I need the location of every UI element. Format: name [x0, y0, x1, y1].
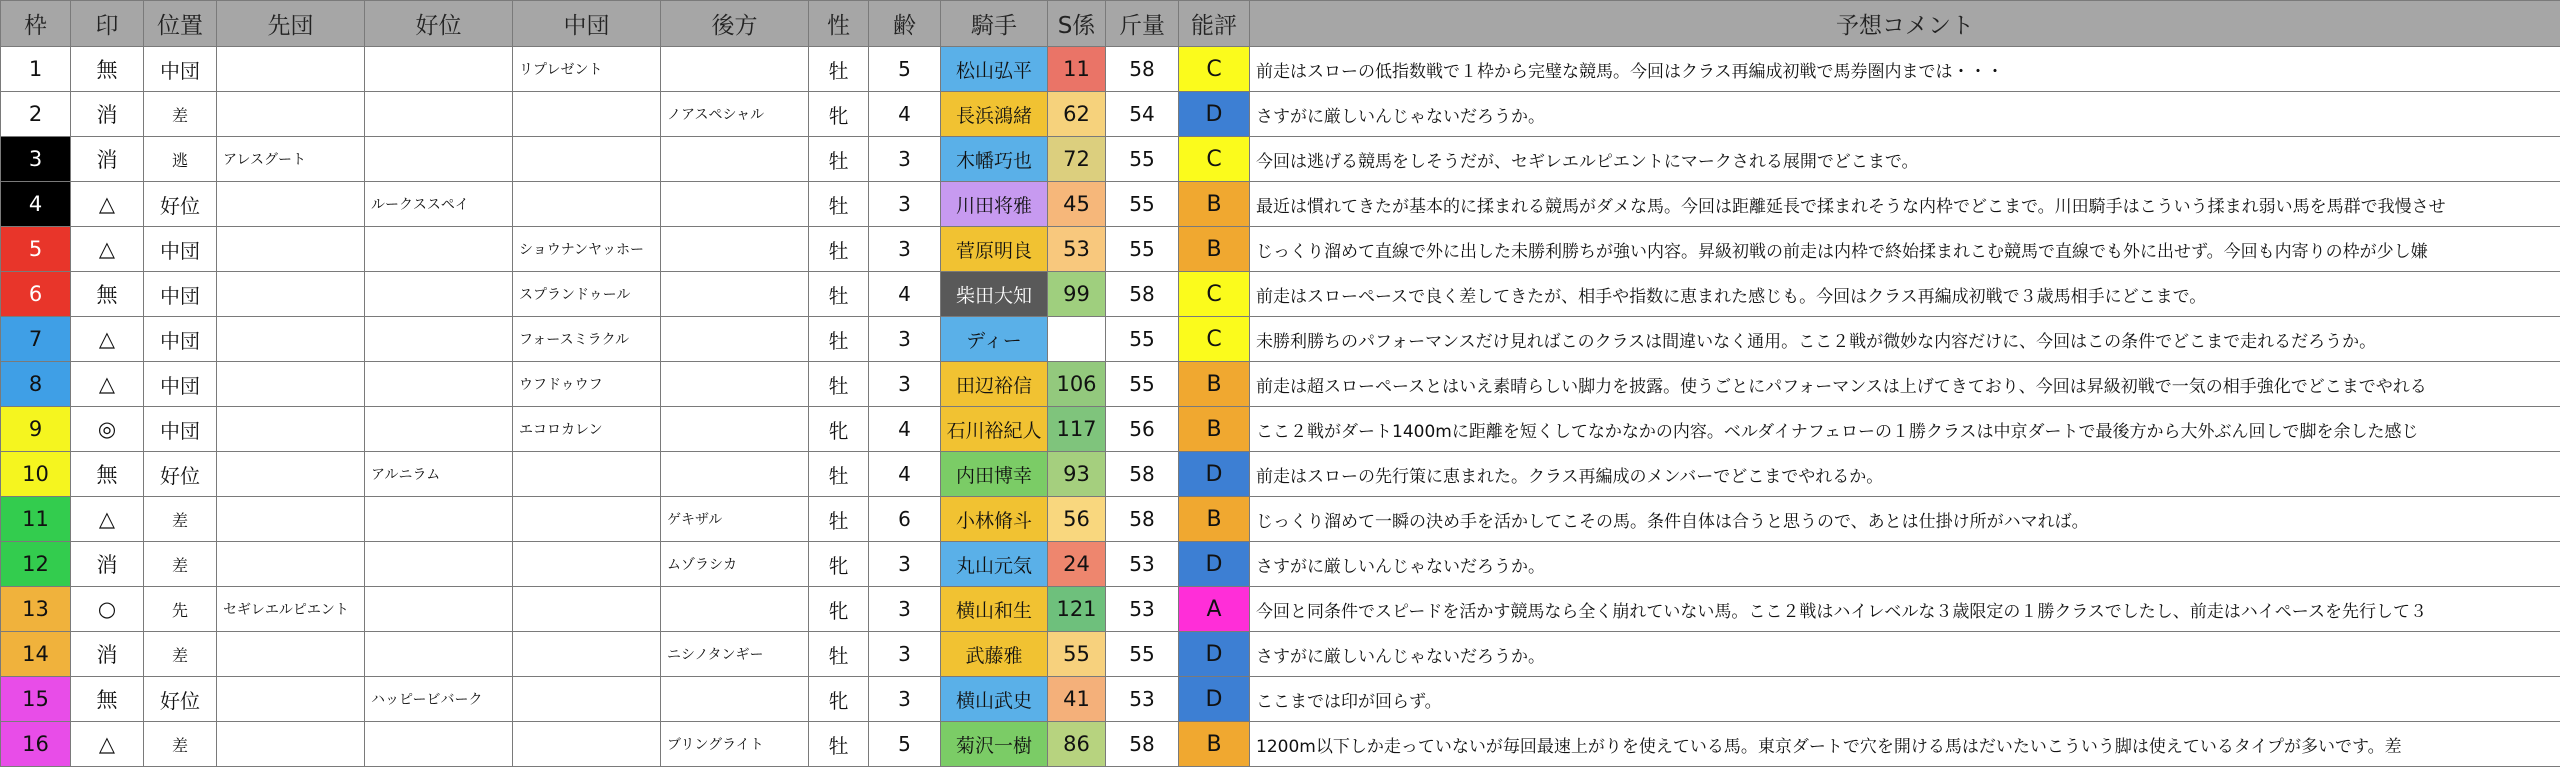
- comment-cell: じっくり溜めて直線で外に出した未勝利勝ちが強い内容。昇級初戦の前走は内枠で終始揉まれこむ競馬で直線でも外に出せず。今回も内寄りの枠が少し嫌: [1250, 227, 2560, 272]
- chudan-cell: [513, 677, 661, 722]
- koho-cell: [661, 272, 809, 317]
- age-cell: 4: [869, 92, 941, 137]
- koho-cell: [661, 587, 809, 632]
- col-header-rating: 能評: [1179, 1, 1250, 47]
- koui-cell: ハッピービバーク: [365, 677, 513, 722]
- chudan-cell: フォースミラクル: [513, 317, 661, 362]
- rating-cell: D: [1179, 542, 1250, 587]
- jockey-cell: 木幡巧也: [941, 137, 1048, 182]
- koho-cell: ゲキザル: [661, 497, 809, 542]
- weight-cell: 56: [1106, 407, 1179, 452]
- col-header-sex: 性: [809, 1, 869, 47]
- sex-cell: 牝: [809, 677, 869, 722]
- position-cell: 中団: [144, 362, 217, 407]
- col-header-waku: 枠: [1, 1, 71, 47]
- sendan-cell: [217, 317, 365, 362]
- position-cell: 好位: [144, 452, 217, 497]
- chudan-cell: [513, 452, 661, 497]
- s-score-cell: 86: [1048, 722, 1106, 767]
- age-cell: 3: [869, 542, 941, 587]
- s-score-cell: 24: [1048, 542, 1106, 587]
- sex-cell: 牡: [809, 362, 869, 407]
- rating-cell: D: [1179, 677, 1250, 722]
- sex-cell: 牡: [809, 722, 869, 767]
- comment-cell: 前走はスローペースで良く差してきたが、相手や指数に恵まれた感じも。今回はクラス再編成初戦で３歳馬相手にどこまで。: [1250, 272, 2560, 317]
- koui-cell: [365, 407, 513, 452]
- koui-cell: [365, 587, 513, 632]
- sendan-cell: [217, 47, 365, 92]
- age-cell: 4: [869, 407, 941, 452]
- sendan-cell: セギレエルピエント: [217, 587, 365, 632]
- mark-cell: △: [71, 722, 144, 767]
- age-cell: 3: [869, 362, 941, 407]
- koui-cell: [365, 92, 513, 137]
- position-cell: 好位: [144, 182, 217, 227]
- table-row: [1, 317, 2560, 362]
- sendan-cell: アレスグート: [217, 137, 365, 182]
- jockey-cell: 丸山元気: [941, 542, 1048, 587]
- chudan-cell: ウフドゥウフ: [513, 362, 661, 407]
- sendan-cell: [217, 407, 365, 452]
- col-header-koui: 好位: [365, 1, 513, 47]
- sex-cell: 牡: [809, 182, 869, 227]
- mark-cell: 消: [71, 92, 144, 137]
- jockey-cell: 長浜鴻緒: [941, 92, 1048, 137]
- table-row: [1, 452, 2560, 497]
- koho-cell: [661, 677, 809, 722]
- koho-cell: ノアスペシャル: [661, 92, 809, 137]
- jockey-cell: 小林脩斗: [941, 497, 1048, 542]
- comment-cell: ここまでは印が回らず。: [1250, 677, 2560, 722]
- chudan-cell: エコロカレン: [513, 407, 661, 452]
- koho-cell: [661, 317, 809, 362]
- s-score-cell: 45: [1048, 182, 1106, 227]
- rating-cell: B: [1179, 182, 1250, 227]
- rating-cell: B: [1179, 407, 1250, 452]
- mark-cell: △: [71, 362, 144, 407]
- chudan-cell: [513, 632, 661, 677]
- sex-cell: 牡: [809, 497, 869, 542]
- sex-cell: 牝: [809, 407, 869, 452]
- waku-cell: 7: [1, 317, 71, 362]
- col-header-chudan: 中団: [513, 1, 661, 47]
- sendan-cell: [217, 92, 365, 137]
- weight-cell: 55: [1106, 182, 1179, 227]
- table-body: [1, 47, 2560, 767]
- weight-cell: 54: [1106, 92, 1179, 137]
- table-row: [1, 92, 2560, 137]
- age-cell: 3: [869, 182, 941, 227]
- sex-cell: 牝: [809, 542, 869, 587]
- position-cell: 好位: [144, 677, 217, 722]
- koho-cell: [661, 362, 809, 407]
- mark-cell: ◎: [71, 407, 144, 452]
- table-row: [1, 47, 2560, 92]
- rating-cell: B: [1179, 722, 1250, 767]
- waku-cell: 6: [1, 272, 71, 317]
- mark-cell: △: [71, 227, 144, 272]
- mark-cell: 消: [71, 632, 144, 677]
- s-score-cell: [1048, 317, 1106, 362]
- koui-cell: [365, 137, 513, 182]
- table-row: [1, 182, 2560, 227]
- position-cell: 逃: [144, 137, 217, 182]
- jockey-cell: 内田博幸: [941, 452, 1048, 497]
- rating-cell: D: [1179, 452, 1250, 497]
- weight-cell: 55: [1106, 227, 1179, 272]
- jockey-cell: 菊沢一樹: [941, 722, 1048, 767]
- jockey-cell: 柴田大知: [941, 272, 1048, 317]
- koui-cell: [365, 362, 513, 407]
- sex-cell: 牡: [809, 272, 869, 317]
- comment-cell: 1200m以下しか走っていないが毎回最速上がりを使えている馬。東京ダートで穴を開ける馬はだいたいこういう脚は使えているタイプが多いです。差: [1250, 722, 2560, 767]
- comment-cell: 今回は逃げる競馬をしそうだが、セギレエルピエントにマークされる展開でどこまで。: [1250, 137, 2560, 182]
- comment-cell: 今回と同条件でスピードを活かす競馬なら全く崩れていない馬。ここ２戦はハイレベルな３歳限定の１勝クラスでしたし、前走はハイペースを先行して３: [1250, 587, 2560, 632]
- table-row: [1, 677, 2560, 722]
- col-header-position: 位置: [144, 1, 217, 47]
- chudan-cell: [513, 542, 661, 587]
- sex-cell: 牡: [809, 227, 869, 272]
- table-row: [1, 497, 2560, 542]
- age-cell: 3: [869, 677, 941, 722]
- koui-cell: [365, 227, 513, 272]
- s-score-cell: 99: [1048, 272, 1106, 317]
- col-header-s-score: S係: [1048, 1, 1106, 47]
- position-cell: 先: [144, 587, 217, 632]
- waku-cell: 12: [1, 542, 71, 587]
- koho-cell: ムゾラシカ: [661, 542, 809, 587]
- age-cell: 4: [869, 452, 941, 497]
- table-row: [1, 722, 2560, 767]
- weight-cell: 58: [1106, 47, 1179, 92]
- s-score-cell: 62: [1048, 92, 1106, 137]
- waku-cell: 9: [1, 407, 71, 452]
- koho-cell: [661, 452, 809, 497]
- koui-cell: [365, 722, 513, 767]
- mark-cell: ○: [71, 587, 144, 632]
- sendan-cell: [217, 632, 365, 677]
- comment-cell: 前走はスローの先行策に恵まれた。クラス再編成のメンバーでどこまでやれるか。: [1250, 452, 2560, 497]
- col-header-jockey: 騎手: [941, 1, 1048, 47]
- weight-cell: 53: [1106, 542, 1179, 587]
- age-cell: 3: [869, 227, 941, 272]
- sex-cell: 牡: [809, 632, 869, 677]
- position-cell: 中団: [144, 47, 217, 92]
- mark-cell: △: [71, 317, 144, 362]
- koho-cell: [661, 47, 809, 92]
- waku-cell: 10: [1, 452, 71, 497]
- koui-cell: [365, 632, 513, 677]
- chudan-cell: [513, 182, 661, 227]
- comment-cell: さすがに厳しいんじゃないだろうか。: [1250, 632, 2560, 677]
- position-cell: 差: [144, 632, 217, 677]
- rating-cell: B: [1179, 227, 1250, 272]
- comment-cell: ここ２戦がダート1400mに距離を短くしてなかなかの内容。ベルダイナフェローの１勝クラスは中京ダートで最後方から大外ぶん回しで脚を余した感じ: [1250, 407, 2560, 452]
- weight-cell: 55: [1106, 317, 1179, 362]
- col-header-mark: 印: [71, 1, 144, 47]
- rating-cell: D: [1179, 92, 1250, 137]
- comment-cell: さすがに厳しいんじゃないだろうか。: [1250, 92, 2560, 137]
- position-cell: 中団: [144, 407, 217, 452]
- sendan-cell: [217, 722, 365, 767]
- sex-cell: 牡: [809, 317, 869, 362]
- waku-cell: 15: [1, 677, 71, 722]
- s-score-cell: 117: [1048, 407, 1106, 452]
- mark-cell: 消: [71, 137, 144, 182]
- age-cell: 3: [869, 587, 941, 632]
- age-cell: 4: [869, 272, 941, 317]
- s-score-cell: 56: [1048, 497, 1106, 542]
- sendan-cell: [217, 272, 365, 317]
- chudan-cell: [513, 587, 661, 632]
- jockey-cell: 菅原明良: [941, 227, 1048, 272]
- waku-cell: 8: [1, 362, 71, 407]
- koho-cell: [661, 227, 809, 272]
- koui-cell: [365, 317, 513, 362]
- age-cell: 3: [869, 632, 941, 677]
- waku-cell: 16: [1, 722, 71, 767]
- rating-cell: A: [1179, 587, 1250, 632]
- sendan-cell: [217, 542, 365, 587]
- weight-cell: 53: [1106, 587, 1179, 632]
- rating-cell: B: [1179, 497, 1250, 542]
- table-row: [1, 632, 2560, 677]
- mark-cell: 無: [71, 272, 144, 317]
- jockey-cell: 横山和生: [941, 587, 1048, 632]
- comment-cell: 最近は慣れてきたが基本的に揉まれる競馬がダメな馬。今回は距離延長で揉まれそうな内枠でどこまで。川田騎手はこういう揉まれ弱い馬を馬群で我慢させ: [1250, 182, 2560, 227]
- chudan-cell: [513, 497, 661, 542]
- comment-cell: 未勝利勝ちのパフォーマンスだけ見ればこのクラスは間違いなく通用。ここ２戦が微妙な内容だけに、今回はこの条件でどこまで走れるだろうか。: [1250, 317, 2560, 362]
- weight-cell: 58: [1106, 272, 1179, 317]
- rating-cell: C: [1179, 137, 1250, 182]
- weight-cell: 58: [1106, 452, 1179, 497]
- table-row: [1, 227, 2560, 272]
- mark-cell: 無: [71, 452, 144, 497]
- koui-cell: [365, 47, 513, 92]
- sex-cell: 牡: [809, 452, 869, 497]
- s-score-cell: 55: [1048, 632, 1106, 677]
- jockey-cell: 松山弘平: [941, 47, 1048, 92]
- table-row: [1, 587, 2560, 632]
- mark-cell: 消: [71, 542, 144, 587]
- koui-cell: アルニラム: [365, 452, 513, 497]
- mark-cell: 無: [71, 677, 144, 722]
- s-score-cell: 41: [1048, 677, 1106, 722]
- s-score-cell: 11: [1048, 47, 1106, 92]
- sendan-cell: [217, 362, 365, 407]
- s-score-cell: 121: [1048, 587, 1106, 632]
- mark-cell: △: [71, 182, 144, 227]
- koho-cell: [661, 137, 809, 182]
- table-row: [1, 407, 2560, 452]
- mark-cell: 無: [71, 47, 144, 92]
- koho-cell: [661, 407, 809, 452]
- s-score-cell: 106: [1048, 362, 1106, 407]
- position-cell: 差: [144, 722, 217, 767]
- sex-cell: 牡: [809, 47, 869, 92]
- s-score-cell: 72: [1048, 137, 1106, 182]
- jockey-cell: 田辺裕信: [941, 362, 1048, 407]
- weight-cell: 55: [1106, 632, 1179, 677]
- jockey-cell: 川田将雅: [941, 182, 1048, 227]
- sendan-cell: [217, 227, 365, 272]
- rating-cell: C: [1179, 272, 1250, 317]
- table-row: [1, 542, 2560, 587]
- rating-cell: D: [1179, 632, 1250, 677]
- age-cell: 6: [869, 497, 941, 542]
- position-cell: 差: [144, 497, 217, 542]
- rating-cell: C: [1179, 317, 1250, 362]
- age-cell: 5: [869, 722, 941, 767]
- koho-cell: [661, 182, 809, 227]
- sendan-cell: [217, 182, 365, 227]
- position-cell: 中団: [144, 227, 217, 272]
- sendan-cell: [217, 677, 365, 722]
- comment-cell: 前走は超スローペースとはいえ素晴らしい脚力を披露。使うごとにパフォーマンスは上げてきており、今回は昇級初戦で一気の相手強化でどこまでやれる: [1250, 362, 2560, 407]
- chudan-cell: ショウナンヤッホー: [513, 227, 661, 272]
- comment-cell: 前走はスローの低指数戦で１枠から完璧な競馬。今回はクラス再編成初戦で馬券圏内までは・・・: [1250, 47, 2560, 92]
- chudan-cell: スプランドゥール: [513, 272, 661, 317]
- chudan-cell: [513, 92, 661, 137]
- chudan-cell: リプレゼント: [513, 47, 661, 92]
- position-cell: 中団: [144, 317, 217, 362]
- weight-cell: 53: [1106, 677, 1179, 722]
- sex-cell: 牝: [809, 92, 869, 137]
- s-score-cell: 53: [1048, 227, 1106, 272]
- header-row: [1, 1, 2560, 47]
- s-score-cell: 93: [1048, 452, 1106, 497]
- waku-cell: 4: [1, 182, 71, 227]
- waku-cell: 13: [1, 587, 71, 632]
- position-cell: 差: [144, 92, 217, 137]
- jockey-cell: 石川裕紀人: [941, 407, 1048, 452]
- col-header-koho: 後方: [661, 1, 809, 47]
- sendan-cell: [217, 497, 365, 542]
- jockey-cell: ディー: [941, 317, 1048, 362]
- koho-cell: ニシノタンギー: [661, 632, 809, 677]
- age-cell: 5: [869, 47, 941, 92]
- sex-cell: 牝: [809, 587, 869, 632]
- col-header-comment: 予想コメント: [1250, 1, 2560, 47]
- sendan-cell: [217, 452, 365, 497]
- weight-cell: 58: [1106, 722, 1179, 767]
- koui-cell: ルークススペイ: [365, 182, 513, 227]
- rating-cell: C: [1179, 47, 1250, 92]
- mark-cell: △: [71, 497, 144, 542]
- sex-cell: 牡: [809, 137, 869, 182]
- age-cell: 3: [869, 317, 941, 362]
- koho-cell: ブリングライト: [661, 722, 809, 767]
- waku-cell: 11: [1, 497, 71, 542]
- comment-cell: さすがに厳しいんじゃないだろうか。: [1250, 542, 2560, 587]
- jockey-cell: 横山武史: [941, 677, 1048, 722]
- position-cell: 差: [144, 542, 217, 587]
- age-cell: 3: [869, 137, 941, 182]
- col-header-age: 齢: [869, 1, 941, 47]
- table-row: [1, 272, 2560, 317]
- waku-cell: 1: [1, 47, 71, 92]
- jockey-cell: 武藤雅: [941, 632, 1048, 677]
- table-row: [1, 137, 2560, 182]
- weight-cell: 55: [1106, 137, 1179, 182]
- table-row: [1, 362, 2560, 407]
- comment-cell: じっくり溜めて一瞬の決め手を活かしてこその馬。条件自体は合うと思うので、あとは仕掛け所がハマれば。: [1250, 497, 2560, 542]
- col-header-sendan: 先団: [217, 1, 365, 47]
- koui-cell: [365, 497, 513, 542]
- weight-cell: 58: [1106, 497, 1179, 542]
- waku-cell: 14: [1, 632, 71, 677]
- chudan-cell: [513, 137, 661, 182]
- position-cell: 中団: [144, 272, 217, 317]
- koui-cell: [365, 542, 513, 587]
- weight-cell: 55: [1106, 362, 1179, 407]
- koui-cell: [365, 272, 513, 317]
- chudan-cell: [513, 722, 661, 767]
- rating-cell: B: [1179, 362, 1250, 407]
- waku-cell: 5: [1, 227, 71, 272]
- waku-cell: 2: [1, 92, 71, 137]
- waku-cell: 3: [1, 137, 71, 182]
- col-header-weight: 斤量: [1106, 1, 1179, 47]
